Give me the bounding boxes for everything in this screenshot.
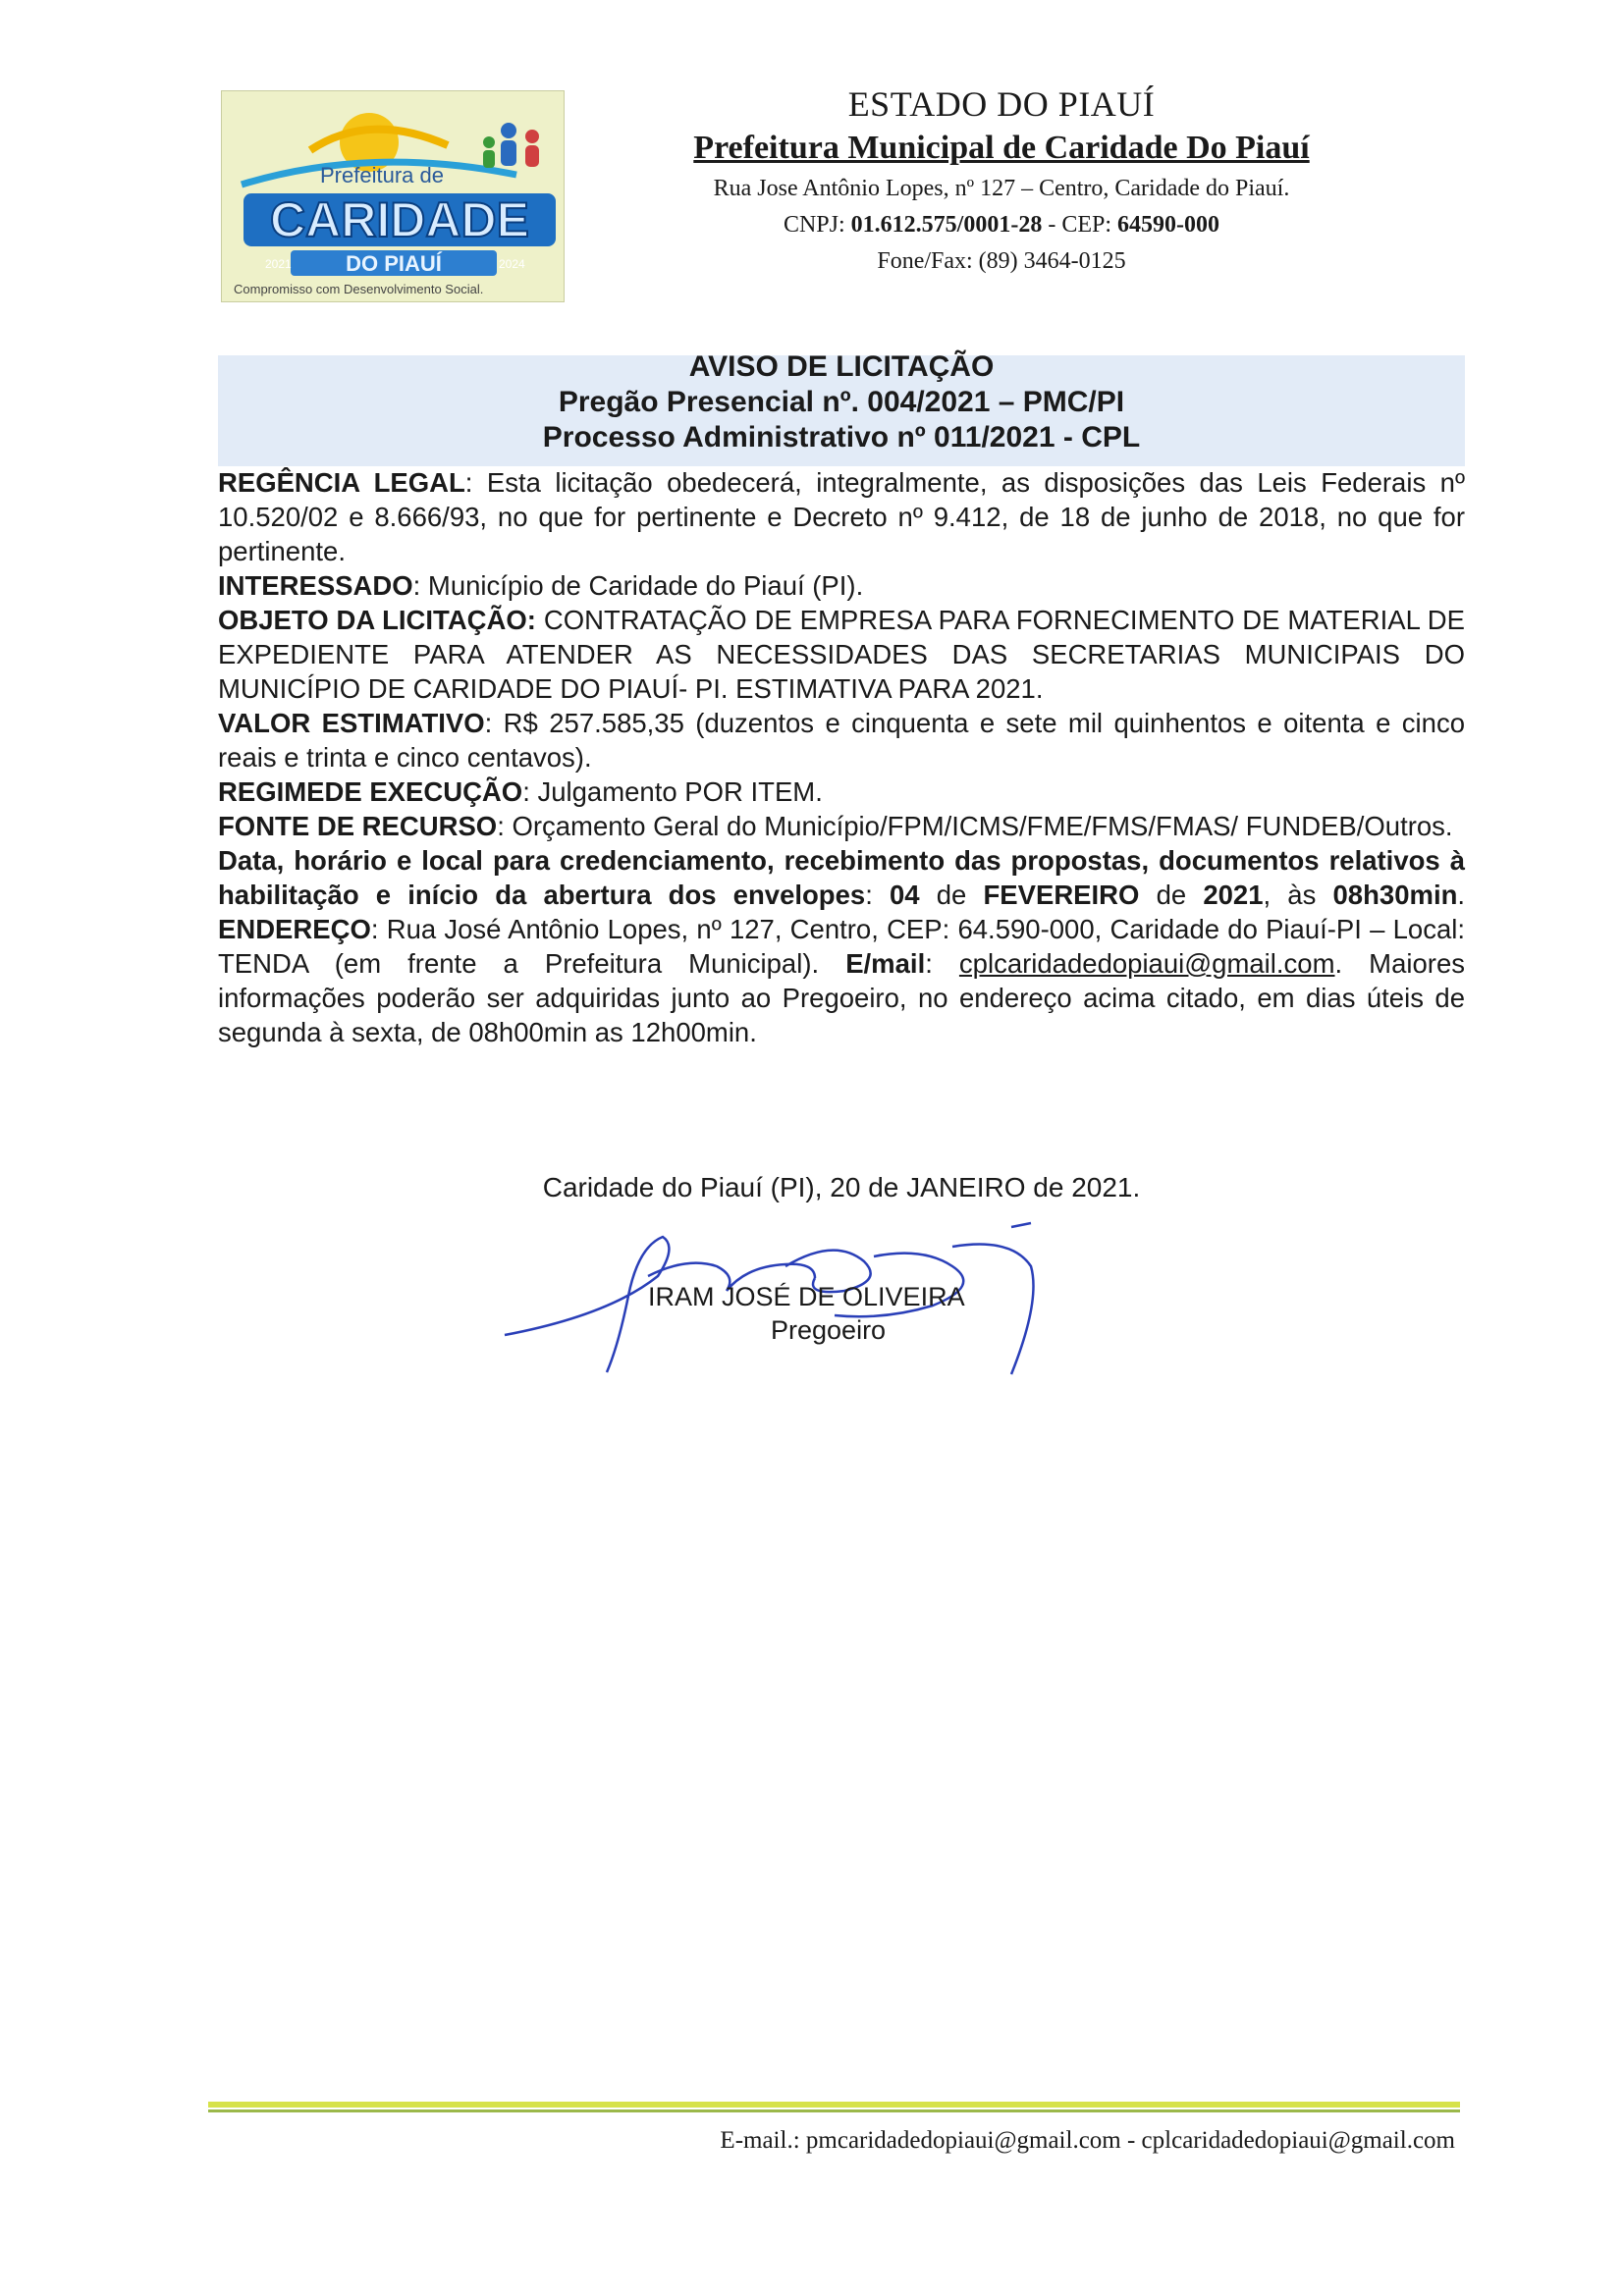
notice-titles	[218, 349, 1465, 455]
signer-name: IRAM JOSÉ DE OLIVEIRA	[648, 1282, 965, 1311]
cnpj-line	[589, 207, 1414, 243]
valor-label: VALOR ESTIMATIVO	[218, 708, 485, 738]
notice-body	[218, 465, 1465, 1049]
cep-label: - CEP:	[1042, 212, 1118, 238]
phone-line: Fone/Fax: (89) 3464-0125	[877, 248, 1126, 274]
letterhead	[589, 82, 1414, 280]
fonte-label: FONTE DE RECURSO	[218, 811, 498, 841]
interessado-paragraph	[218, 568, 1465, 603]
address-line: Rua Jose Antônio Lopes, nº 127 – Centro, Caridade do Piauí.	[713, 176, 1290, 201]
fonte-text: : Orçamento Geral do Município/FPM/ICMS/FME/FMS/FMAS/ FUNDEB/Outros.	[497, 811, 1453, 841]
objeto-label: OBJETO DA LICITAÇÃO:	[218, 605, 536, 635]
data-time: 08h30min	[1332, 880, 1458, 910]
valor-text: : R$ 257.585,35 (duzentos e cinquenta e sete mil quinhentos e oitenta e cinco reais e trinta e cinco centavos).	[218, 708, 1465, 773]
data-de: de	[919, 880, 984, 910]
footer-emails: E-mail.: pmcaridadedopiaui@gmail.com - cplcaridadedopiaui@gmail.com	[720, 2127, 1455, 2154]
endereco-text: : Rua José Antônio Lopes, nº 127, Centro, CEP: 64.590-000, Caridade do Piauí-PI – Local: TENDA (em frente a Prefeitura Municipal).	[218, 914, 1465, 979]
regime-label: REGIMEDE EXECUÇÃO	[218, 776, 523, 807]
cnpj-value: 01.612.575/0001-28	[850, 212, 1043, 238]
logo-top-text: Prefeitura de	[320, 163, 444, 187]
email-sep: :	[925, 948, 959, 979]
data-year: 2021	[1203, 880, 1264, 910]
data-day: 04	[890, 880, 920, 910]
cnpj-label: CNPJ:	[783, 212, 851, 238]
objeto-text: CONTRATAÇÃO DE EMPRESA PARA FORNECIMENTO DE MATERIAL DE EXPEDIENTE PARA ATENDER AS NECESSIDADES DAS SECRETARIAS MUNICIPAIS DO MUNICÍPIO DE CARIDADE DO PIAUÍ- PI. ESTIMATIVA PARA 2021.	[218, 605, 1465, 704]
interessado-label: INTERESSADO	[218, 570, 413, 601]
prefeitura-logo	[221, 90, 565, 302]
email-link[interactable]: cplcaridadedopiaui@gmail.com	[958, 948, 1335, 979]
regime-text: : Julgamento POR ITEM.	[522, 776, 823, 807]
logo-name: CARIDADE	[270, 192, 529, 247]
cep-value: 64590-000	[1117, 212, 1220, 238]
notice-title: AVISO DE LICITAÇÃO	[688, 350, 995, 383]
pregao-number: Pregão Presencial nº. 004/2021 – PMC/PI	[558, 386, 1125, 418]
regencia-paragraph	[218, 465, 1465, 568]
logo-sub: DO PIAUÍ	[346, 251, 442, 276]
objeto-paragraph	[218, 603, 1465, 706]
signature-block	[491, 1207, 1100, 1384]
regime-paragraph	[218, 774, 1465, 809]
logo-year-right: 2024	[499, 257, 525, 271]
regencia-label: REGÊNCIA LEGAL	[218, 467, 465, 498]
closing-date: Caridade do Piauí (PI), 20 de JANEIRO de 2021.	[542, 1172, 1141, 1202]
footer-divider-secondary	[208, 2109, 1460, 2112]
data-month: FEVEREIRO	[983, 880, 1140, 910]
state-name: ESTADO DO PIAUÍ	[847, 84, 1156, 124]
data-sep: :	[865, 880, 890, 910]
regencia-text: : Esta licitação obedecerá, integralmente, as disposições das Leis Federais nº 10.520/02 e 8.666/93, no que for pertinente e Decreto nº 9.412, de 18 de junho de 2018, no que for pertinente.	[218, 467, 1465, 566]
processo-number: Processo Administrativo nº 011/2021 - CPL	[542, 421, 1141, 454]
valor-paragraph	[218, 706, 1465, 774]
data-paragraph	[218, 843, 1465, 1049]
info-text: . Maiores informações poderão ser adquiridas junto ao Pregoeiro, no endereço acima citado, em dias úteis de segunda à sexta, de 08h00min as 12h00min.	[218, 948, 1465, 1047]
fonte-paragraph	[218, 809, 1465, 843]
data-de2: de	[1139, 880, 1204, 910]
footer-divider	[208, 2102, 1460, 2108]
endereco-label: ENDEREÇO	[218, 914, 371, 944]
logo-year-left: 2021	[265, 257, 292, 271]
prefeitura-name: Prefeitura Municipal de Caridade Do Piauí	[693, 130, 1310, 166]
data-as: , às	[1263, 880, 1333, 910]
data-dot: .	[1457, 880, 1466, 910]
data-label: Data, horário e local para credenciamento, recebimento das propostas, documentos relativos à habilitação e início da abertura dos envelopes	[218, 845, 1465, 910]
email-label: E/mail	[845, 948, 926, 979]
interessado-text: : Município de Caridade do Piauí (PI).	[412, 570, 864, 601]
logo-slogan: Compromisso com Desenvolvimento Social.	[234, 282, 484, 296]
signer-role: Pregoeiro	[771, 1315, 887, 1345]
